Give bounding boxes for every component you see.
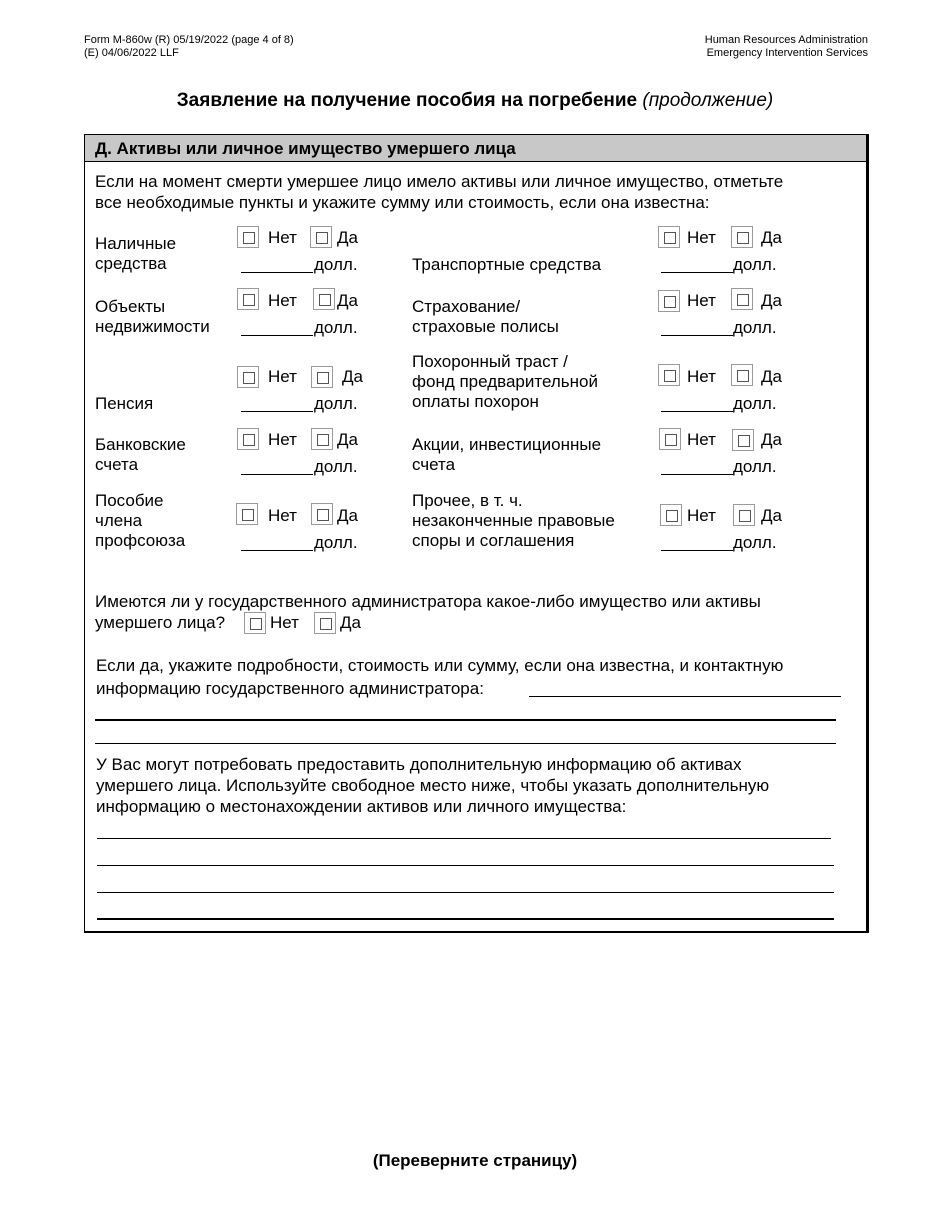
insurance-amount-field[interactable] (661, 335, 733, 336)
stocks-currency: долл. (733, 457, 777, 476)
intro-line-2: все необходимые пункты и укажите сумму или стоимость, если она известна: (95, 193, 710, 212)
cash-currency: долл. (314, 255, 358, 274)
agency-line-1: Human Resources Administration (704, 34, 868, 46)
real-estate-yes-checkbox[interactable] (313, 288, 335, 310)
asset-label-insurance: Страхование/ страховые полисы (412, 297, 559, 336)
bank-amount-field[interactable] (241, 474, 313, 475)
assets-section (84, 134, 869, 933)
bank-currency: долл. (314, 457, 358, 476)
cash-yes-label: Да (337, 228, 358, 247)
vehicles-currency: долл. (733, 255, 777, 274)
other-no-label: Нет (687, 506, 716, 525)
asset-label-pension: Пенсия (95, 394, 154, 413)
intro-line-1: Если на момент смерти умершее лицо имело активы или личное имущество, отметьте (95, 172, 784, 191)
funeral-trust-currency: долл. (733, 394, 777, 413)
admin-yes-label: Да (340, 613, 361, 632)
section-header (85, 135, 866, 162)
insurance-no-checkbox[interactable] (658, 290, 680, 312)
bank-yes-checkbox[interactable] (311, 428, 333, 450)
admin-question (95, 591, 761, 612)
extra-info-text (96, 754, 769, 817)
cash-no-label: Нет (268, 228, 297, 247)
asset-label-funeral-trust: Похоронный траст / фонд предварительной оплаты похорон (412, 352, 598, 411)
asset-label-bank: Банковские счета (95, 435, 186, 474)
pension-amount-field[interactable] (241, 411, 313, 412)
vehicles-amount-field[interactable] (661, 272, 733, 273)
pension-no-checkbox[interactable] (237, 366, 259, 388)
funeral-trust-yes-checkbox[interactable] (731, 364, 753, 386)
asset-label-cash: Наличные средства (95, 234, 177, 273)
insurance-no-label: Нет (687, 291, 716, 310)
vehicles-no-label: Нет (687, 228, 716, 247)
extra-line-3: информацию о местонахождении активов или личного имущества: (96, 797, 627, 816)
pension-currency: долл. (314, 394, 358, 413)
funeral-trust-no-checkbox[interactable] (658, 364, 680, 386)
insurance-currency: долл. (733, 318, 777, 337)
union-currency: долл. (314, 533, 358, 552)
real-estate-currency: долл. (314, 318, 358, 337)
bank-no-label: Нет (268, 430, 297, 449)
form-edition: (E) 04/06/2022 LLF (84, 47, 179, 59)
admin-no-checkbox[interactable] (244, 612, 266, 634)
union-amount-field[interactable] (241, 550, 313, 551)
admin-question-line-1: Имеются ли у государственного администратора какое-либо имущество или активы (95, 592, 761, 611)
funeral-trust-yes-label: Да (761, 367, 782, 386)
admin-question-line-2: умершего лица? (95, 613, 226, 632)
vehicles-yes-label: Да (761, 228, 782, 247)
funeral-trust-no-label: Нет (687, 367, 716, 386)
cash-no-checkbox[interactable] (237, 226, 259, 248)
pension-yes-label: Да (342, 367, 363, 386)
extra-line-1: У Вас могут потребовать предоставить дополнительную информацию об активах (96, 755, 742, 774)
extra-info-line-4[interactable] (97, 918, 834, 920)
extra-info-line-2[interactable] (97, 865, 834, 866)
other-yes-checkbox[interactable] (733, 504, 755, 526)
stocks-amount-field[interactable] (661, 474, 733, 475)
real-estate-amount-field[interactable] (241, 335, 313, 336)
bank-no-checkbox[interactable] (237, 428, 259, 450)
real-estate-no-checkbox[interactable] (237, 288, 259, 310)
vehicles-yes-checkbox[interactable] (731, 226, 753, 248)
other-no-checkbox[interactable] (660, 504, 682, 526)
stocks-no-checkbox[interactable] (659, 428, 681, 450)
agency-line-2: Emergency Intervention Services (706, 47, 868, 59)
admin-details-field[interactable] (529, 696, 841, 697)
page-title (0, 90, 950, 112)
cash-amount-field[interactable] (241, 272, 313, 273)
asset-label-union: Пособие члена профсоюза (95, 491, 186, 550)
stocks-yes-checkbox[interactable] (732, 429, 754, 451)
insurance-yes-checkbox[interactable] (731, 288, 753, 310)
stocks-no-label: Нет (687, 430, 716, 449)
asset-label-real-estate: Объекты недвижимости (95, 297, 210, 336)
admin-details-line-3[interactable] (95, 743, 836, 744)
bank-yes-label: Да (337, 430, 358, 449)
union-yes-label: Да (337, 506, 358, 525)
other-yes-label: Да (761, 506, 782, 525)
asset-label-other: Прочее, в т. ч. незаконченные правовые споры и соглашения (412, 491, 615, 550)
asset-label-stocks: Акции, инвестиционные счета (412, 435, 602, 474)
extra-info-line-1[interactable] (97, 838, 831, 839)
agency-name (705, 34, 868, 60)
vehicles-no-checkbox[interactable] (658, 226, 680, 248)
section-title: Д. Активы или личное имущество умершего лица (95, 139, 516, 158)
funeral-trust-amount-field[interactable] (661, 411, 733, 412)
cash-yes-checkbox[interactable] (310, 226, 332, 248)
real-estate-yes-label: Да (337, 291, 358, 310)
extra-info-line-3[interactable] (97, 892, 834, 893)
other-currency: долл. (733, 533, 777, 552)
real-estate-no-label: Нет (268, 291, 297, 310)
form-number: Form M-860w (R) 05/19/2022 (page 4 of 8) (84, 34, 294, 46)
turn-page-note: (Переверните страницу) (372, 1151, 578, 1170)
form-id (84, 34, 294, 60)
details-line-1: Если да, укажите подробности, стоимость или сумму, если она известна, и контактную (96, 656, 784, 675)
insurance-yes-label: Да (761, 291, 782, 310)
admin-details-line-2[interactable] (95, 719, 836, 721)
pension-yes-checkbox[interactable] (311, 366, 333, 388)
pension-no-label: Нет (268, 367, 297, 386)
section-intro (95, 171, 783, 213)
admin-yes-checkbox[interactable] (314, 612, 336, 634)
details-line-2: информацию государственного администратора: (96, 679, 484, 698)
union-no-checkbox[interactable] (236, 503, 258, 525)
title-suffix: (продолжение) (642, 90, 774, 111)
other-amount-field[interactable] (661, 550, 733, 551)
union-yes-checkbox[interactable] (311, 503, 333, 525)
stocks-yes-label: Да (761, 430, 782, 449)
union-no-label: Нет (268, 506, 297, 525)
admin-no-label: Нет (270, 613, 299, 632)
extra-line-2: умершего лица. Используйте свободное место ниже, чтобы указать дополнительную (96, 776, 770, 795)
title-main: Заявление на получение пособия на погребение (176, 90, 638, 111)
asset-label-vehicles: Транспортные средства (412, 255, 602, 274)
